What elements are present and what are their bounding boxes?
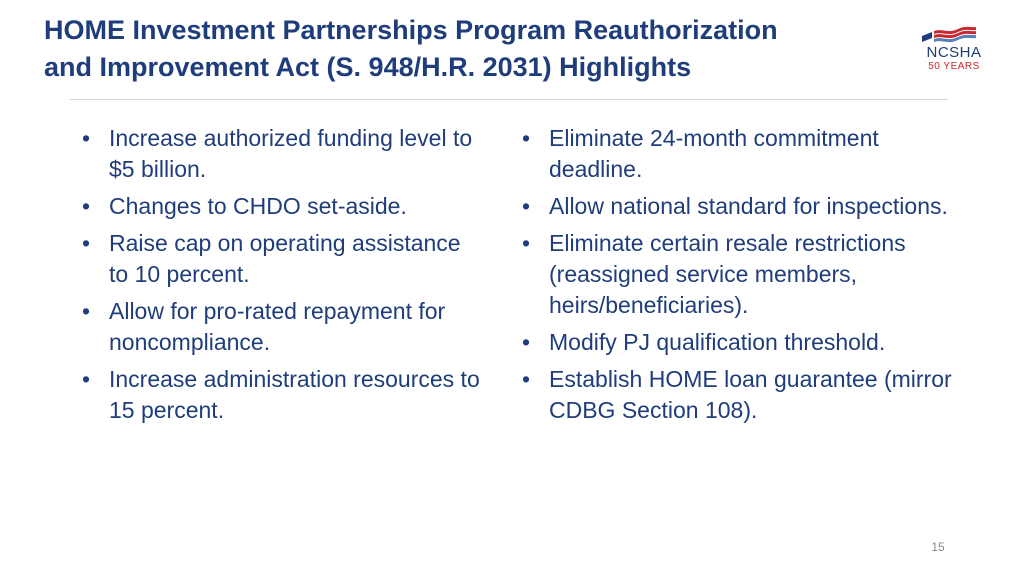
flag-icon — [922, 27, 976, 42]
bullet-item: • Increase administration resources to 15 percent. — [80, 364, 480, 426]
left-bullet-list — [80, 123, 480, 432]
right-bullet-list — [520, 123, 960, 432]
slide-title-line-2: and Improvement Act (S. 948/H.R. 2031) Highlights — [44, 52, 692, 82]
bullet-item: • Increase authorized funding level to $5 billion. — [80, 123, 480, 185]
bullet-item: • Allow for pro-rated repayment for noncompliance. — [80, 296, 480, 358]
slide-title — [44, 12, 884, 86]
bullet-item: • Eliminate 24-month commitment deadline. — [520, 123, 960, 185]
logo-name: NCSHA — [926, 44, 982, 61]
slide-title-line-1: HOME Investment Partnerships Program Reauthorization — [44, 15, 778, 45]
bullet-item: • Modify PJ qualification threshold. — [520, 327, 960, 358]
logo-subtitle: 50 YEARS — [928, 61, 980, 72]
ncsha-logo — [918, 22, 990, 72]
ncsha-logo-graphic — [918, 22, 990, 72]
bullet-item: • Allow national standard for inspections. — [520, 191, 960, 222]
bullet-item: • Raise cap on operating assistance to 10 percent. — [80, 228, 480, 290]
bullet-item: • Eliminate certain resale restrictions (reassigned service members, heirs/beneficiaries). — [520, 228, 960, 321]
bullet-item: • Establish HOME loan guarantee (mirror CDBG Section 108). — [520, 364, 960, 426]
bullet-item: • Changes to CHDO set-aside. — [80, 191, 480, 222]
page-number: 15 — [931, 540, 945, 554]
title-divider — [70, 99, 948, 100]
